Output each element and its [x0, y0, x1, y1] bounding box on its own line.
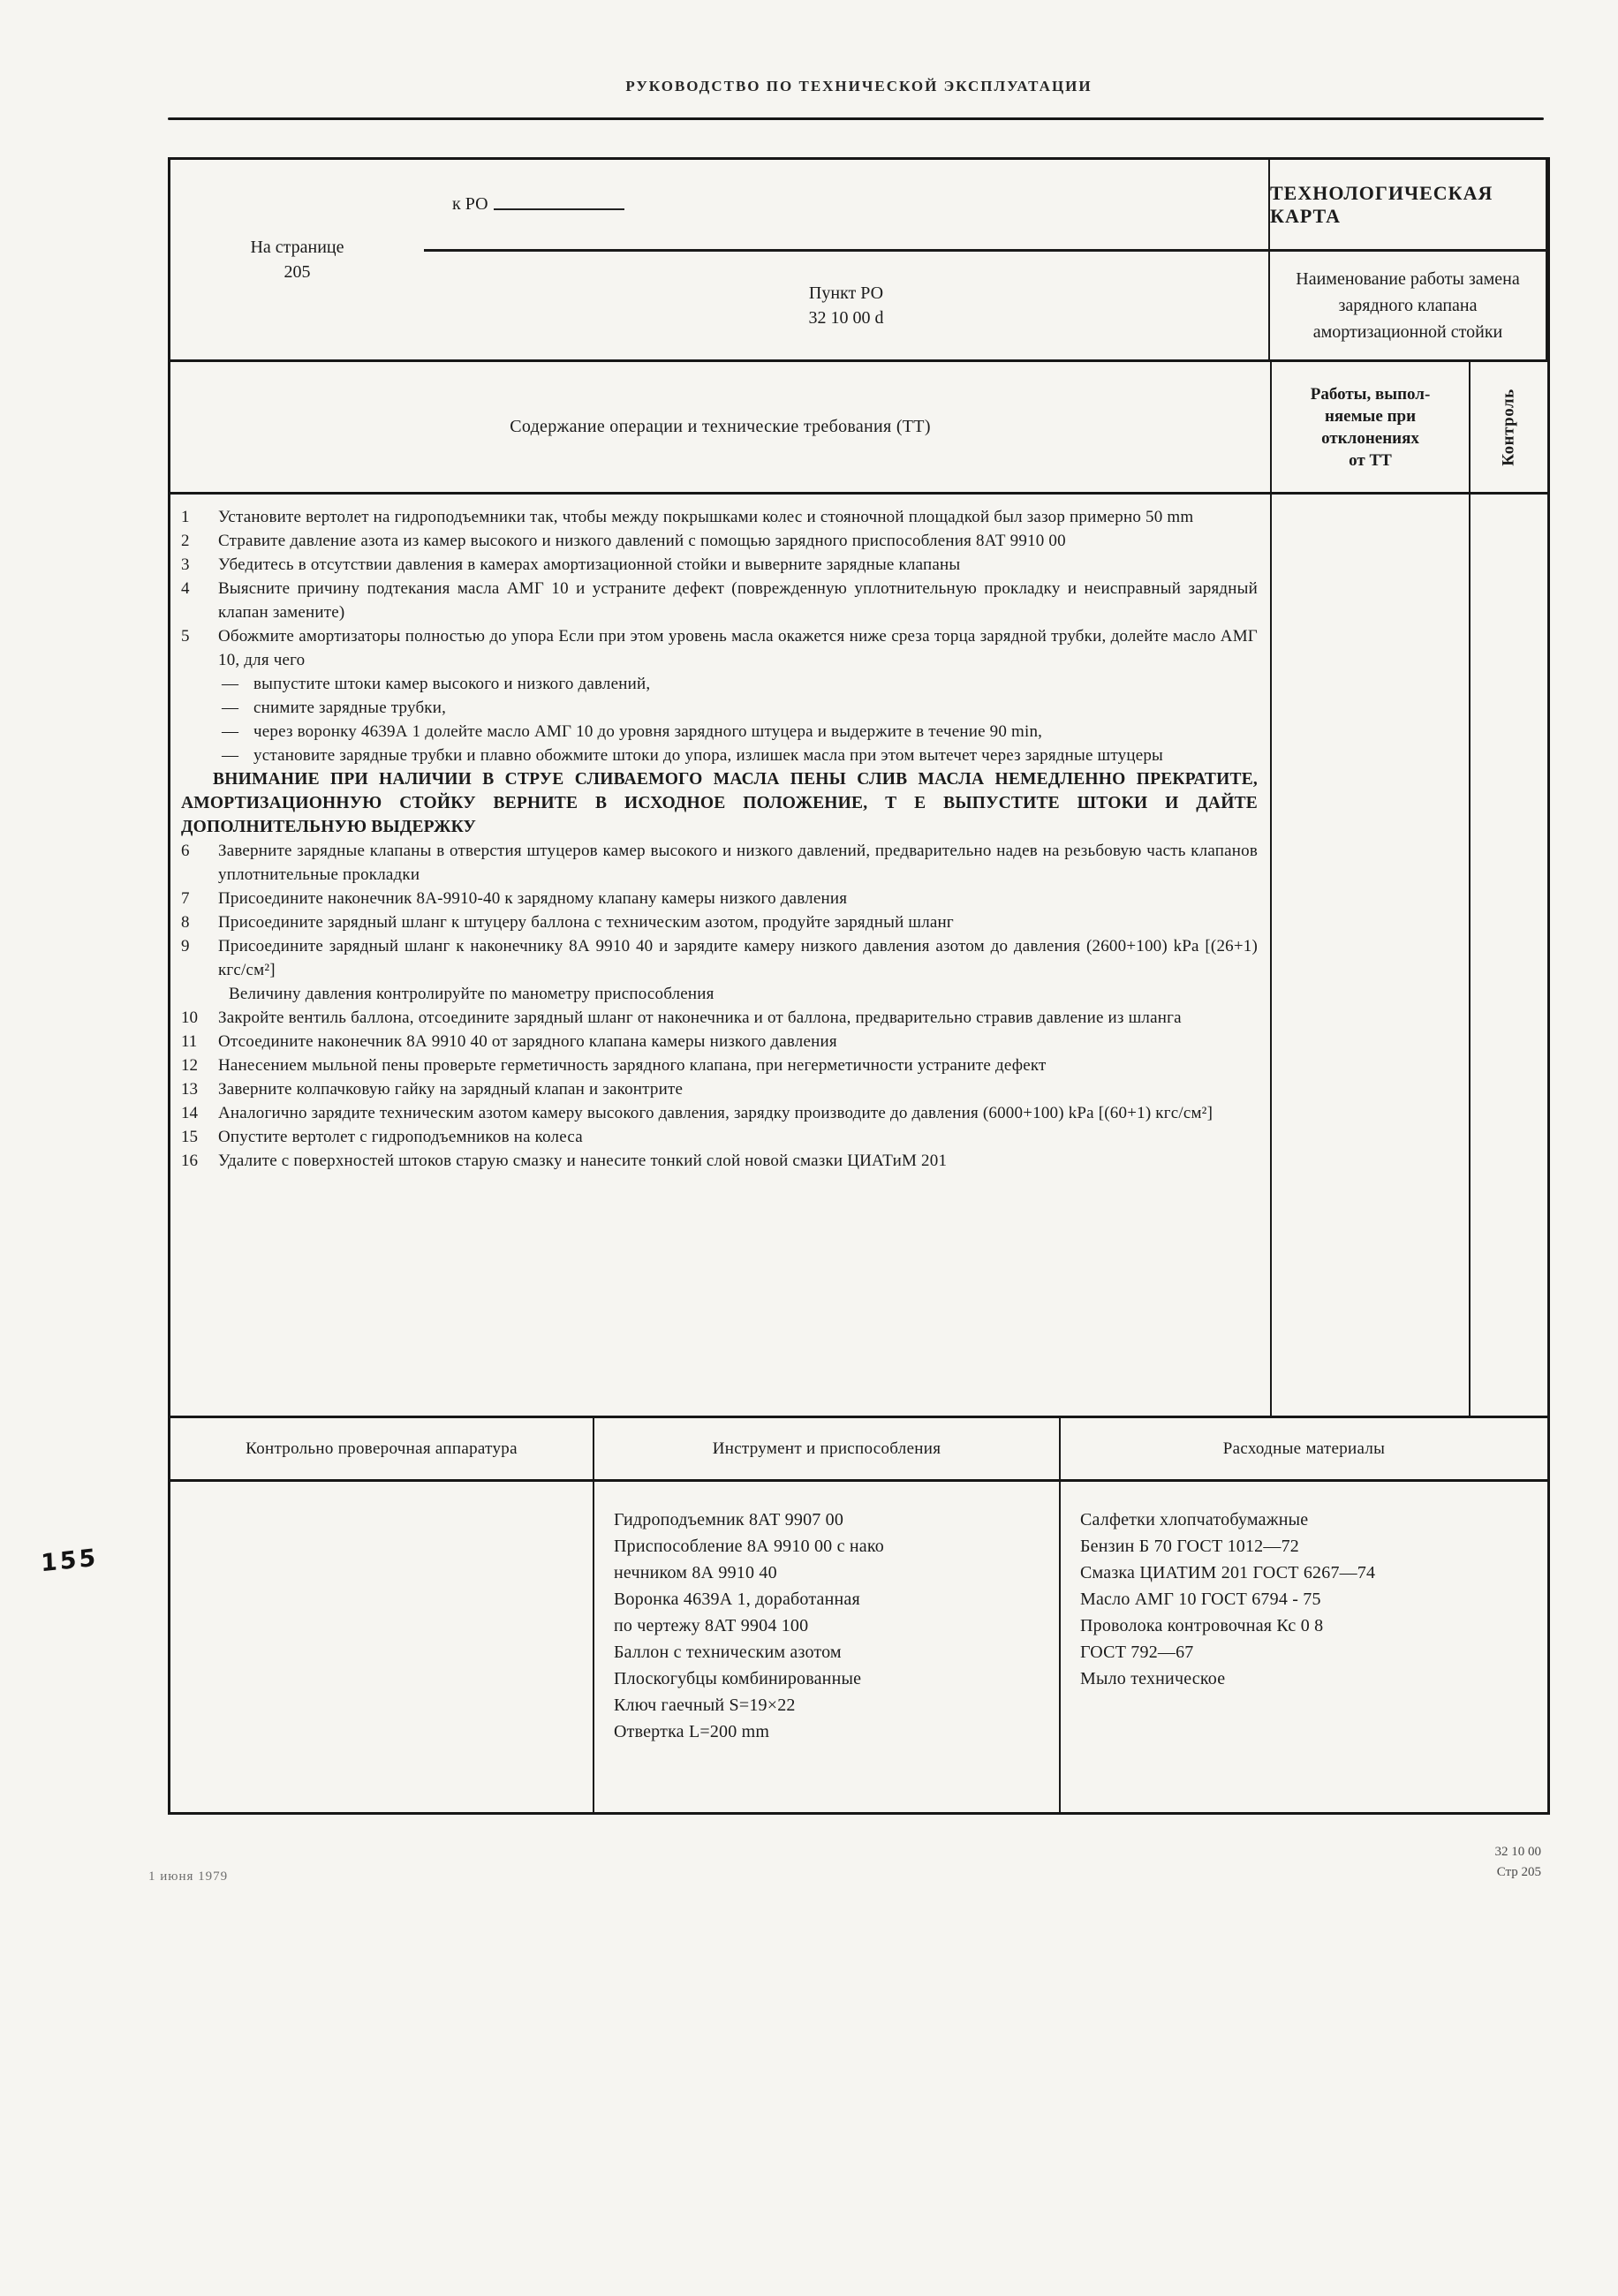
tool-line: Гидроподъемник 8АТ 9907 00: [614, 1510, 844, 1529]
operation-row: [181, 553, 1258, 577]
operation-row: [181, 577, 1258, 624]
deviations-header-line: отклонениях: [1321, 428, 1419, 448]
handwritten-page-note: 155: [40, 1544, 99, 1578]
support-table-header: [168, 1416, 1550, 1482]
operation-text: Заверните колпачковую гайку на зарядный клапан и законтрите: [218, 1080, 684, 1099]
control-column-header: [1471, 362, 1547, 492]
checking-equipment-header: [170, 1418, 594, 1479]
tool-line: Баллон с техническим азотом: [614, 1643, 842, 1662]
material-line: Салфетки хлопчатобумажные: [1080, 1510, 1309, 1529]
operation-text: Выясните причину подтекания масла АМГ 10 и устраните дефект (поврежденную уплотнительную прокладку и неисправный зарядный клапан замените): [218, 579, 1258, 622]
operation-row: [181, 1101, 1258, 1125]
materials-header-text: Расходные материалы: [1222, 1439, 1386, 1458]
work-name-line2: амортизационной стойки: [1312, 322, 1503, 342]
operation-row: [181, 720, 1258, 744]
operation-text: Отсоедините наконечник 8А 9910 40 от зарядного клапана камеры низкого давления: [218, 1032, 837, 1051]
deviations-header-line: Работы, выпол-: [1310, 384, 1431, 404]
operation-text: снимите зарядные трубки,: [253, 699, 447, 717]
operation-number: 3: [181, 555, 190, 574]
material-line: Смазка ЦИАТИМ 201 ГОСТ 6267—74: [1080, 1563, 1376, 1582]
tool-line: Воронка 4639А 1, доработанная: [614, 1590, 860, 1609]
tool-line: Плоскогубцы комбинированные: [614, 1669, 862, 1688]
operation-text: установите зарядные трубки и плавно обожмите штоки до упора, излишек масла при этом вытечет через зарядные штуцеры: [253, 746, 1164, 765]
operation-number: 9: [181, 937, 190, 955]
operation-number: 13: [181, 1080, 198, 1099]
footer-section-number: 32 10 00: [1494, 1845, 1541, 1859]
operation-text: Удалите с поверхностей штоков старую смазку и нанесите тонкий слой новой смазки ЦИАТиМ 201: [218, 1152, 948, 1170]
operation-row: [181, 1125, 1258, 1149]
operation-number: —: [222, 675, 238, 693]
operation-number: 6: [181, 842, 190, 860]
operation-text: Нанесением мыльной пены проверьте герметичность зарядного клапана, при негерметичности устраните дефект: [218, 1056, 1047, 1075]
footer-page-number: Стр 205: [1496, 1865, 1541, 1879]
card-title: ТЕХНОЛОГИЧЕСКАЯ КАРТА: [1270, 181, 1493, 227]
operation-number: 7: [181, 889, 190, 908]
support-table-body: [168, 1479, 1550, 1815]
operation-text: Присоедините наконечник 8А-9910-40 к зарядному клапану камеры низкого давления: [218, 889, 848, 908]
operation-row: [181, 1054, 1258, 1077]
operation-row: [181, 934, 1258, 982]
material-line: Проволока контровочная Кс 0 8: [1080, 1616, 1324, 1635]
operation-row: [181, 767, 1258, 839]
operation-number: 1: [181, 508, 190, 526]
material-line: ГОСТ 792—67: [1080, 1643, 1194, 1662]
deviations-entry-cell: [1272, 495, 1471, 1416]
operation-number: 14: [181, 1104, 198, 1122]
card-title-cell: [1270, 160, 1547, 252]
page-reference-number: 205: [284, 262, 311, 282]
identification-table: [168, 157, 1550, 362]
tool-line: Ключ гаечный S=19×22: [614, 1696, 796, 1715]
operation-row: [181, 1030, 1258, 1054]
deviations-header-line: няемые при: [1324, 406, 1417, 426]
material-line: Мыло техническое: [1080, 1669, 1226, 1688]
operation-row: [181, 887, 1258, 910]
operation-row: [181, 1149, 1258, 1173]
operation-row: [181, 1077, 1258, 1101]
punkt-ro-label: Пункт РО: [808, 283, 884, 303]
operation-row: [181, 696, 1258, 720]
operation-row: [181, 839, 1258, 887]
contents-column-header: [170, 362, 1272, 492]
operation-number: 4: [181, 579, 190, 598]
tool-line: Приспособление 8А 9910 00 с нако: [614, 1537, 884, 1556]
operation-number: 16: [181, 1152, 198, 1170]
operation-text: Заверните зарядные клапаны в отверстия штуцеров камер высокого и низкого давлений, предварительно надев на резьбовую часть клапанов уплотнительные прокладки: [218, 842, 1258, 884]
punkt-ro-cell: [424, 252, 1270, 359]
operation-row: [181, 672, 1258, 696]
control-header-text: Контроль: [1499, 388, 1518, 466]
control-entry-cell: [1471, 495, 1547, 1416]
operation-number: —: [222, 722, 238, 741]
operation-number: —: [222, 746, 238, 765]
tool-line: по чертежу 8АТ 9904 100: [614, 1616, 809, 1635]
operation-text: Величину давления контролируйте по манометру приспособления: [229, 985, 714, 1003]
operation-row: [181, 982, 1258, 1006]
blank-fill-line: [494, 208, 624, 210]
operation-text: выпустите штоки камер высокого и низкого давлений,: [253, 675, 651, 693]
work-name-cell: [1270, 252, 1547, 359]
operations-list: [170, 495, 1272, 1416]
operation-number: 15: [181, 1128, 198, 1146]
header-rule: [168, 117, 1544, 120]
work-name-line1: Наименование работы замена зарядного клапана: [1296, 269, 1520, 315]
footer-page-reference: [1413, 1842, 1541, 1883]
operation-text: Убедитесь в отсутствии давления в камерах амортизационной стойки и выверните зарядные клапаны: [218, 555, 961, 574]
operation-row: [181, 910, 1258, 934]
operation-number: 8: [181, 913, 190, 932]
operation-text: Аналогично зарядите техническим азотом камеру высокого давления, зарядку производите до давления (6000+100) kPa [(60+1) кгс/см²]: [218, 1104, 1214, 1122]
operation-text: Закройте вентиль баллона, отсоедините зарядный шланг от наконечника и от баллона, предварительно стравив давление из шланга: [218, 1008, 1182, 1027]
operation-number: 5: [181, 627, 190, 646]
materials-header: [1061, 1418, 1547, 1479]
material-line: Бензин Б 70 ГОСТ 1012—72: [1080, 1537, 1299, 1556]
punkt-ro-number: 32 10 00 d: [808, 308, 884, 328]
materials-list: [1061, 1482, 1547, 1812]
operation-number: 10: [181, 1008, 198, 1027]
operations-body-row: [168, 492, 1550, 1418]
operation-number: —: [222, 699, 238, 717]
operation-text: Опустите вертолет с гидроподъемников на колеса: [218, 1128, 583, 1146]
tools-header-text: Инструмент и приспособления: [712, 1439, 941, 1458]
page-reference-cell: [170, 160, 424, 359]
operation-number: 12: [181, 1056, 198, 1075]
operation-text: через воронку 4639А 1 долейте масло АМГ 10 до уровня зарядного штуцера и выдержите в течение 90 min,: [253, 722, 1043, 741]
checking-equipment-header-text: Контрольно проверочная аппаратура: [246, 1439, 518, 1458]
footer-date: 1 июня 1979: [148, 1869, 229, 1884]
tools-header: [594, 1418, 1061, 1479]
checking-equipment-cell: [170, 1482, 594, 1812]
contents-header-text: Содержание операции и технические требования (ТТ): [510, 417, 931, 436]
operation-text: Стравите давление азота из камер высокого и низкого давлений с помощью зарядного приспособления 8АТ 9910 00: [218, 532, 1066, 550]
operation-row: [181, 744, 1258, 767]
page-reference-label: На странице: [250, 238, 344, 257]
tool-line: нечником 8А 9910 40: [614, 1563, 777, 1582]
ro-reference-label: к РО: [452, 194, 488, 214]
manual-title: РУКОВОДСТВО ПО ТЕХНИЧЕСКОЙ ЭКСПЛУАТАЦИИ: [625, 78, 1093, 94]
tools-list: [594, 1482, 1061, 1812]
operation-row: [181, 529, 1258, 553]
operation-text: Установите вертолет на гидроподъемники так, чтобы между покрышками колес и стояночной площадкой был зазор примерно 50 mm: [218, 508, 1194, 526]
operation-text: Обожмите амортизаторы полностью до упора Если при этом уровень масла окажется ниже среза торца зарядной трубки, долейте масло АМГ 10, для чего: [218, 627, 1258, 669]
material-line: Масло АМГ 10 ГОСТ 6794 - 75: [1080, 1590, 1321, 1609]
operation-number: 2: [181, 532, 190, 550]
operation-number: 11: [181, 1032, 198, 1051]
operation-row: [181, 1006, 1258, 1030]
operation-row: [181, 505, 1258, 529]
tool-line: Отвертка L=200 mm: [614, 1722, 770, 1741]
column-header-row: [168, 359, 1550, 495]
ro-reference-cell: [424, 160, 1270, 252]
operation-text: Присоедините зарядный шланг к наконечнику 8А 9910 40 и зарядите камеру низкого давления азотом до давления (2600+100) kPa [(26+1) кгс/см²]: [218, 937, 1258, 979]
operation-text: Присоедините зарядный шланг к штуцеру баллона с техническим азотом, продуйте зарядный шланг: [218, 913, 954, 932]
deviations-header-line: от ТТ: [1349, 450, 1392, 470]
deviations-column-header: [1272, 362, 1471, 492]
operation-row: [181, 624, 1258, 672]
operation-text: ВНИМАНИЕ ПРИ НАЛИЧИИ В СТРУЕ СЛИВАЕМОГО МАСЛА ПЕНЫ СЛИВ МАСЛА НЕМЕДЛЕННО ПРЕКРАТИТЕ, АМОРТИЗАЦИОННУЮ СТОЙКУ ВЕРНИТЕ В ИСХОДНОЕ ПОЛОЖЕНИЕ, Т Е ВЫПУСТИТЕ ШТОКИ И ДАЙТЕ ДОПОЛНИТЕЛЬНУЮ ВЫДЕРЖКУ: [181, 770, 1258, 836]
